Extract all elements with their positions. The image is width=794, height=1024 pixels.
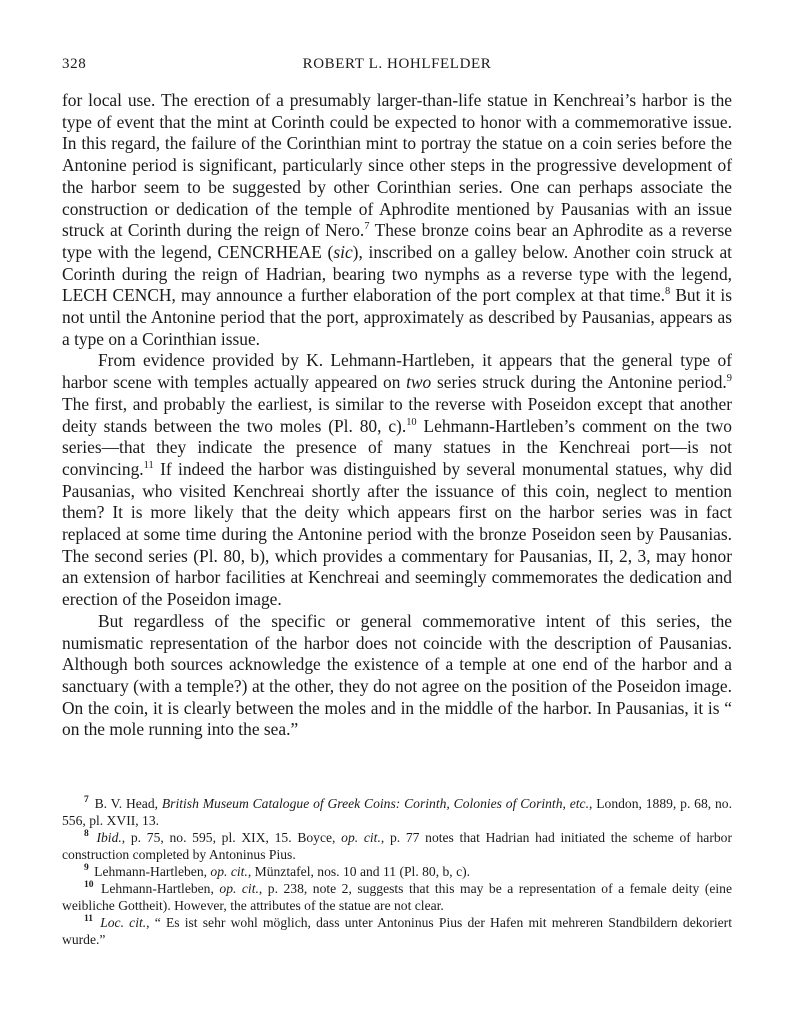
italic-run: two — [406, 372, 432, 393]
footnote-ref[interactable]: 7 — [364, 221, 370, 233]
text-run: , Münztafel, nos. 10 and 11 (Pl. 80, b, c). — [247, 864, 471, 879]
text-run: Lehmann-Hartleben, — [90, 864, 211, 879]
text-run: But it is not until the Antonine period that the port, approximately as described by Pausanias, appears as a type on a Corinthian issue. — [62, 285, 733, 349]
text-run: ), inscribed on a galley below. Another coin struck at Corinth during the reign of Hadrian, bearing two nymphs as a reverse type with the legend, LECH CENCH, may announce a further elaboration of the port complex at that time. — [62, 241, 732, 306]
text-run: But regardless of the specific or general commemorative intent of this series, the numismatic representation of the harbor does not coincide with the description of Pausanias. Although both sources acknowledge the existence of a temple at one end of the harbor and a sanctuary (with a temple?) at the other, they do not agree on the position of the Poseidon image. On the coin, it is clearly between the moles and in the middle of the harbor. In Pausanias, it is “ on the mole running into the sea.” — [62, 610, 732, 740]
italic-run: op. cit. — [341, 830, 381, 845]
footnote-number: 11 — [84, 914, 93, 925]
text-run: , “ Es ist sehr wohl möglich, dass unter Antoninus Pius der Hafen mit mehreren Standbildern dekoriert wurde.” — [62, 915, 732, 947]
footnotes — [62, 795, 732, 948]
footnote — [62, 863, 732, 880]
text-run: , London, 1889, p. 68, no. 556, pl. XVII, 13. — [62, 796, 732, 828]
italic-run: op. cit. — [219, 881, 259, 896]
text-run: The first, and probably the earliest, is similar to the reverse with Poseidon except that another deity stands between the two moles (Pl. 80, c). — [62, 393, 732, 436]
footnote-ref[interactable]: 8 — [664, 286, 671, 298]
italic-run: Ibid. — [96, 830, 122, 845]
footnote-ref[interactable]: 9 — [726, 373, 732, 385]
footnote — [62, 880, 732, 914]
paragraph — [62, 350, 732, 610]
running-head: ROBERT L. HOHLFELDER — [302, 56, 492, 72]
footnote — [62, 914, 732, 948]
footnote — [62, 795, 732, 829]
italic-run: sic — [333, 241, 353, 262]
italic-run: Loc. cit. — [100, 915, 147, 930]
text-run: for local use. The erection of a presumably larger-than-life statue in Kenchreai’s harbor is the type of event that the mint at Corinth could be expected to honor with a commemorative issue. In this regard, the failure of the Corinthian mint to portray the statue on a coin series before the Antonine period is significant, particularly since other steps in the progressive development of the harbor seem to be suggested by other Corinthian series. One can perhaps associate the construction or dedication of the temple of Aphrodite mentioned by Pausanias with an issue struck at Corinth during the reign of Nero. — [62, 90, 732, 241]
footnote-number: 10 — [84, 880, 94, 891]
text-run: , p. 238, note 2, suggests that this may be a representation of a female deity (eine weibliche Gottheit). However, the attributes of the statue are not clear. — [62, 881, 732, 913]
text-run: series struck during the Antonine period. — [431, 372, 727, 393]
text-run: If indeed the harbor was distinguished by several monumental statues, why did Pausanias, who visited Kenchreai shortly after the issuance of this coin, neglect to mention them? It is more likely that the deity which appears first on the harbor series was in fact replaced at some time during the Antonine period with the bronze Poseidon seen by Pausanias. The second series (Pl. 80, b), which provides a commentary for Pausanias, II, 2, 3, may honor an extension of harbor facilities at Kenchreai and seemingly commemorates the dedication and erection of the Poseidon image. — [62, 458, 732, 610]
paragraph — [62, 611, 732, 741]
text-run: , p. 77 notes that Hadrian had initiated the scheme of harbor construction completed by Antoninus Pius. — [62, 830, 732, 862]
italic-run: British Museum Catalogue of Greek Coins: Corinth, Colonies of Corinth, etc. — [161, 796, 589, 811]
text-run: B. V. Head, — [90, 796, 162, 811]
text-run: Lehmann-Hartleben, — [95, 881, 220, 896]
footnote-ref[interactable]: 11 — [143, 460, 154, 472]
text-run: , p. 75, no. 595, pl. XIX, 15. Boyce, — [121, 830, 342, 845]
italic-run: op. cit. — [210, 864, 248, 879]
footnote-number: 8 — [84, 829, 89, 840]
footnote-ref[interactable]: 10 — [406, 416, 417, 428]
text-run: These bronze coins bear an Aphrodite as a reverse type with the legend, CENCRHEAE ( — [62, 220, 732, 262]
footnote-number: 9 — [84, 863, 89, 874]
text-run: From evidence provided by K. Lehmann-Hartleben, it appears that the general type of harbor scene with temples actually appeared on — [62, 350, 732, 393]
body-text — [62, 90, 732, 741]
page-header — [62, 56, 732, 78]
footnote — [62, 829, 732, 863]
paragraph — [62, 90, 732, 350]
text-run: Lehmann-Hartleben’s comment on the two series—that they indicate the presence of many statues in the Kenchreai port—is not convincing. — [62, 415, 732, 479]
page-number: 328 — [62, 56, 87, 72]
footnote-number: 7 — [84, 795, 89, 806]
